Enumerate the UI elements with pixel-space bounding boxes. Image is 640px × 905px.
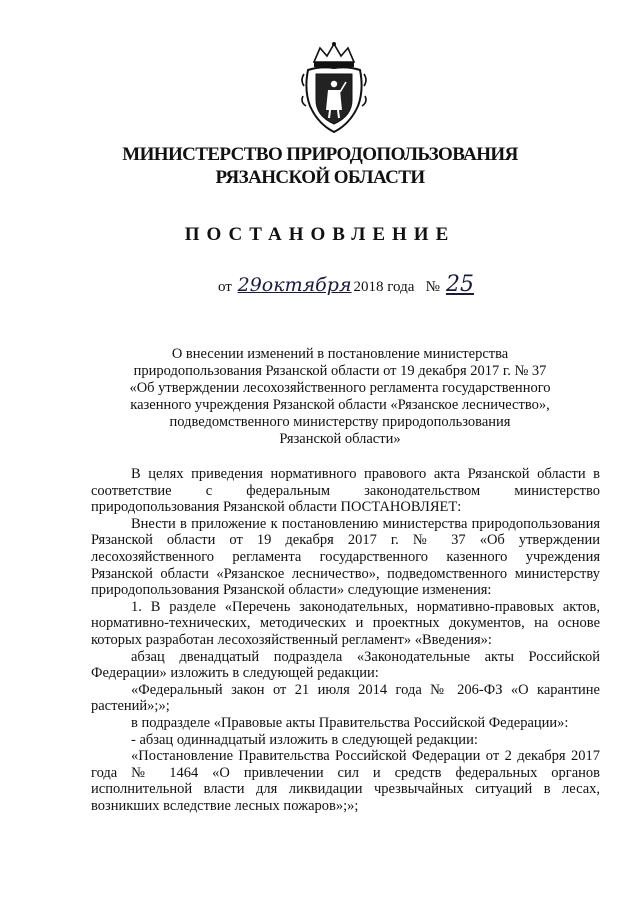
handwritten-number: 25 (445, 272, 474, 297)
year-text: 2018 года (353, 279, 415, 295)
paragraph-quote-1: «Федеральный закон от 21 июля 2014 года № 206-ФЗ «О карантине растений»;»; (91, 681, 600, 715)
ministry-name-line1: МИНИСТЕРСТВО ПРИРОДОПОЛЬЗОВАНИЯ (122, 144, 518, 165)
subject-line: казенного учреждения Рязанской области «Рязанское лесничество», (130, 397, 550, 413)
ministry-name-line2: РЯЗАНСКОЙ ОБЛАСТИ (215, 167, 425, 188)
paragraph-amendment-2: - абзац одиннадцатый изложить в следующей редакции: (131, 731, 478, 748)
paragraph-quote-2: «Постановление Правительства Российской Федерации от 2 декабря 2017 года № 1464 «О привлечении сил и средств федеральных органов исполнительной власти для ликвидации чрезвычайных ситуаций в лесах, возникших вследствие лесных пожаров»;»; (91, 748, 600, 814)
subject-line: «Об утверждении лесохозяйственного регламента государственного (129, 380, 551, 396)
number-sign: № (425, 279, 440, 295)
date-and-number-line (218, 272, 474, 297)
coat-of-arms-icon (300, 40, 368, 136)
document-subject (120, 346, 560, 448)
date-prefix: от (218, 279, 232, 295)
subject-line: природопользования Рязанской области от 19 декабря 2017 г. № 37 (133, 363, 547, 379)
subject-line: подведомственного министерству природопользования (169, 414, 511, 430)
document-type-title: ПОСТАНОВЛЕНИЕ (184, 224, 456, 245)
paragraph-subsection: в подразделе «Правовые акты Правительства Российской Федерации»: (131, 714, 569, 731)
paragraph-resolution: Внести в приложение к постановлению министерства природопользования Рязанской области от 19 декабря 2017 г. № 37 «Об утверждении лесохозяйственного регламента государственного казенного учреждения Рязанской области «Рязанское лесничество», подведомственного министерству природопользования Рязанской области» следующие изменения: (91, 515, 600, 599)
subject-line: О внесении изменений в постановление министерства (171, 346, 509, 362)
paragraph-preamble: В целях приведения нормативного правового акта Рязанской области в соответствие с федеральным законодательством министерство природопользования Рязанской области ПОСТАНОВЛЯЕТ: (91, 466, 600, 516)
handwritten-month: октября (261, 274, 352, 296)
paragraph-amendment-1: абзац двенадцатый подраздела «Законодательные акты Российской Федерации» изложить в следующей редакции: (91, 648, 600, 682)
handwritten-day: 29 (237, 274, 262, 296)
subject-line: Рязанской области» (279, 431, 401, 447)
paragraph-item-1: 1. В разделе «Перечень законодательных, нормативно-правовых актов, нормативно-технических, методических и проектных документов, на основе которых разработан лесохозяйственный регламент» «Введения»: (91, 598, 600, 648)
document-body (91, 466, 600, 814)
